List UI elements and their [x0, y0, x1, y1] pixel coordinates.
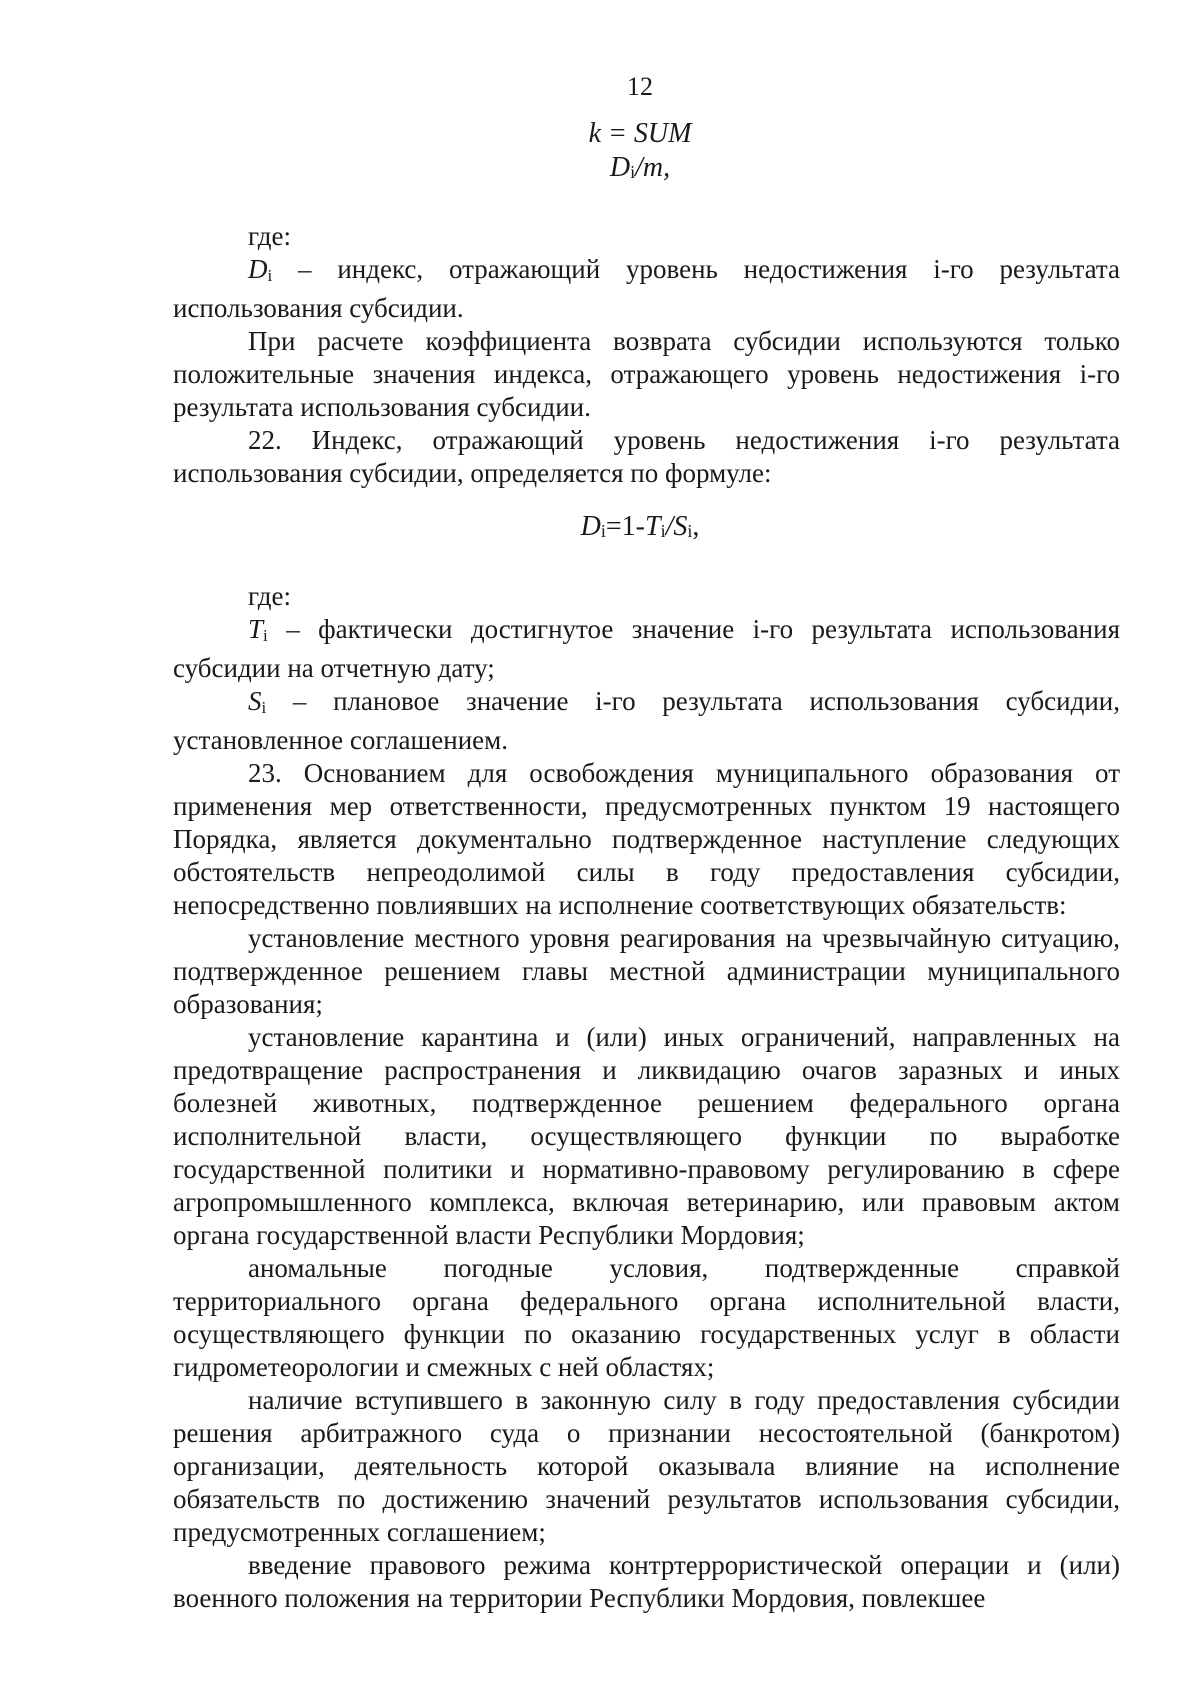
ti-definition-text: – фактически достигнутое значение i-го результата использования субсидии на отчетную дату; — [173, 614, 1120, 683]
circumstance-item-4: наличие вступившего в законную силу в году предоставления субсидии решения арбитражного суда о признании несостоятельной (банкротом) организации, деятельность которой оказывала влияние на исполнение обязательств по достижению значений результатов использования субсидии, предусмотренных соглашением; — [173, 1385, 1120, 1547]
formula-di-t: T — [644, 511, 661, 542]
circumstance-item-3: аномальные погодные условия, подтвержденные справкой территориального органа федерального органа исполнительной власти, осуществляющего функции по оказанию государственных услуг в области гидрометеорологии и смежных с ней областях; — [173, 1253, 1120, 1382]
text-block-2 — [173, 580, 1120, 1615]
paragraph-23: 23. Основанием для освобождения муниципального образования от применения мер ответственности, предусмотренных пунктом 19 настоящего Порядка, является документально подтвержденное наступление следующих обстоятельств непреодолимой силы в году предоставления субсидии, непосредственно повлиявших на исполнение соответствующих обязательств: — [173, 758, 1120, 920]
formula-di-t-sub: i — [660, 521, 666, 541]
formula-di-s-sub: i — [687, 521, 693, 541]
ti-symbol-sub: i — [263, 626, 268, 645]
formula-di-slash: / — [665, 511, 674, 542]
formula-di-end: , — [692, 511, 700, 542]
di-symbol-sub: i — [267, 266, 273, 285]
si-symbol-sub: i — [261, 698, 267, 717]
paragraph-22: 22. Индекс, отражающий уровень недостижения i-го результата использования субсидии, определяется по формуле: — [173, 425, 1120, 488]
where-label-1: где: — [248, 221, 291, 251]
formula-d-over-m — [0, 151, 1200, 189]
ti-symbol-var: T — [248, 614, 264, 644]
formula-di — [0, 510, 1200, 548]
si-definition — [173, 685, 1120, 757]
circumstance-item-1: установление местного уровня реагирования на чрезвычайную ситуацию, подтвержденное решением главы местной администрации муниципального образования; — [173, 923, 1120, 1019]
di-symbol — [248, 254, 272, 284]
formula-d-sub: i — [630, 162, 636, 182]
ti-symbol — [248, 614, 268, 644]
paragraph-calc: При расчете коэффициента возврата субсидии используются только положительные значения индекса, отражающего уровень недостижения i-го результата использования субсидии. — [173, 326, 1120, 422]
circumstance-item-5: введение правового режима контртеррористической операции и (или) военного положения на территории Республики Мордовия, повлекшее — [173, 1550, 1120, 1613]
si-symbol — [248, 686, 266, 716]
where-label-2: где: — [248, 581, 291, 611]
di-definition-text: – индекс, отражающий уровень недостижения i-го результата использования субсидии. — [173, 254, 1120, 323]
si-symbol-var: S — [248, 686, 262, 716]
formula-di-s: S — [673, 511, 688, 542]
di-symbol-var: D — [248, 254, 268, 284]
formula-d-var: D — [609, 152, 631, 183]
di-definition — [173, 253, 1120, 325]
circumstance-item-2: установление карантина и (или) иных ограничений, направленных на предотвращение распространения и ликвидацию очагов заразных и иных болезней животных, подтвержденное решением федерального органа исполнительной власти, осуществляющего функции по выработке государственной политики и нормативно-правовому регулированию в сфере агропромышленного комплекса, включая ветеринарию, или правовым актом органа государственной власти Республики Мордовия; — [173, 1022, 1120, 1250]
ti-definition — [173, 613, 1120, 685]
formula-k-sum: k = SUM — [588, 118, 692, 149]
text-block-1 — [173, 220, 1120, 490]
formula-di-eq: =1- — [605, 511, 645, 542]
formula-d-rest: /m, — [635, 152, 671, 183]
page-number: 12 — [627, 72, 653, 101]
formula-di-d: D — [580, 511, 601, 542]
si-definition-text: – плановое значение i-го результата использования субсидии, установленное соглашением. — [173, 686, 1120, 755]
formula-di-d-sub: i — [600, 521, 606, 541]
